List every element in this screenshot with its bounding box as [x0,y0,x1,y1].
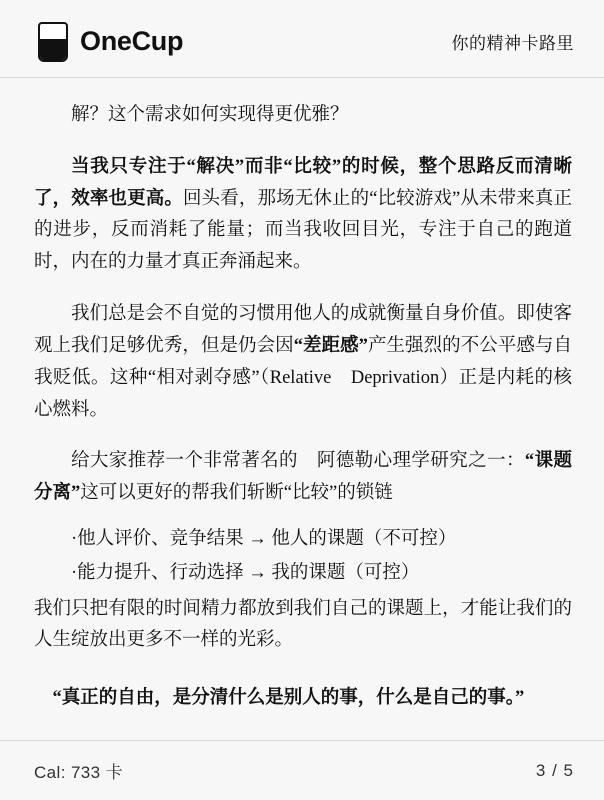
paragraph-4-end: 这可以更好的帮我们斩断“比较”的锁链 [80,483,393,504]
page-indicator: 3 / 5 [535,760,574,780]
list-item: ·能力提升、行动选择 → 我的课题（可控） [71,562,420,583]
paragraph-4-emph: “课题分离” [34,451,572,504]
paragraph-3-start: 我们总是会不自觉的习惯用他人的成就衡量自身价值。即使客观上我们足够优秀，但是仍会因 [34,304,572,356]
paragraph-1: 解？这个需求如何实现得更优雅？ [71,105,349,125]
paragraph-2-bold: 当我只专注于“解决”而非“比较”的时候，整个思路反而清晰了，效率也更高。 [34,156,572,209]
paragraph-4 [34,446,572,510]
brand-logo[interactable] [36,20,183,64]
paragraph-3-end: 产生强烈的不公平感与自我贬低。这种“相对剥夺感”（Relative Deprivation）正是内耗的核心燃料。 [34,335,572,420]
paragraph-2 [34,152,572,279]
header-tagline: 你的精神卡路里 [451,34,574,53]
paragraph-2-rest: 回头看，那场无休止的“比较游戏”从未带来真正的进步，反而消耗了能量；而当我收回目光，专注于自己的跑道时，内在的力量才真正奔涌起来。 [34,188,572,273]
paragraph-3-emph: “差距感” [293,335,368,356]
cup-icon [36,20,70,64]
brand-name: OneCup [80,26,184,56]
app-footer [0,740,604,800]
bullet-list [34,524,572,590]
paragraph-5: 我们只把有限的时间精力都放到我们自己的课题上，才能让我们的人生绽放出更多不一样的光彩。 [34,598,572,651]
app-header [0,0,604,78]
calorie-counter: Cal: 733 卡 [34,763,124,782]
closing-quote: “真正的自由，是分清什么是别人的事，什么是自己的事。” [52,688,525,709]
article-body [0,78,604,740]
list-item: ·他人评价、竞争结果 → 他人的课题（不可控） [71,528,457,549]
paragraph-4-start: 给大家推荐一个非常著名的 阿德勒心理学研究之一： [71,451,525,472]
paragraph-3 [34,299,572,426]
